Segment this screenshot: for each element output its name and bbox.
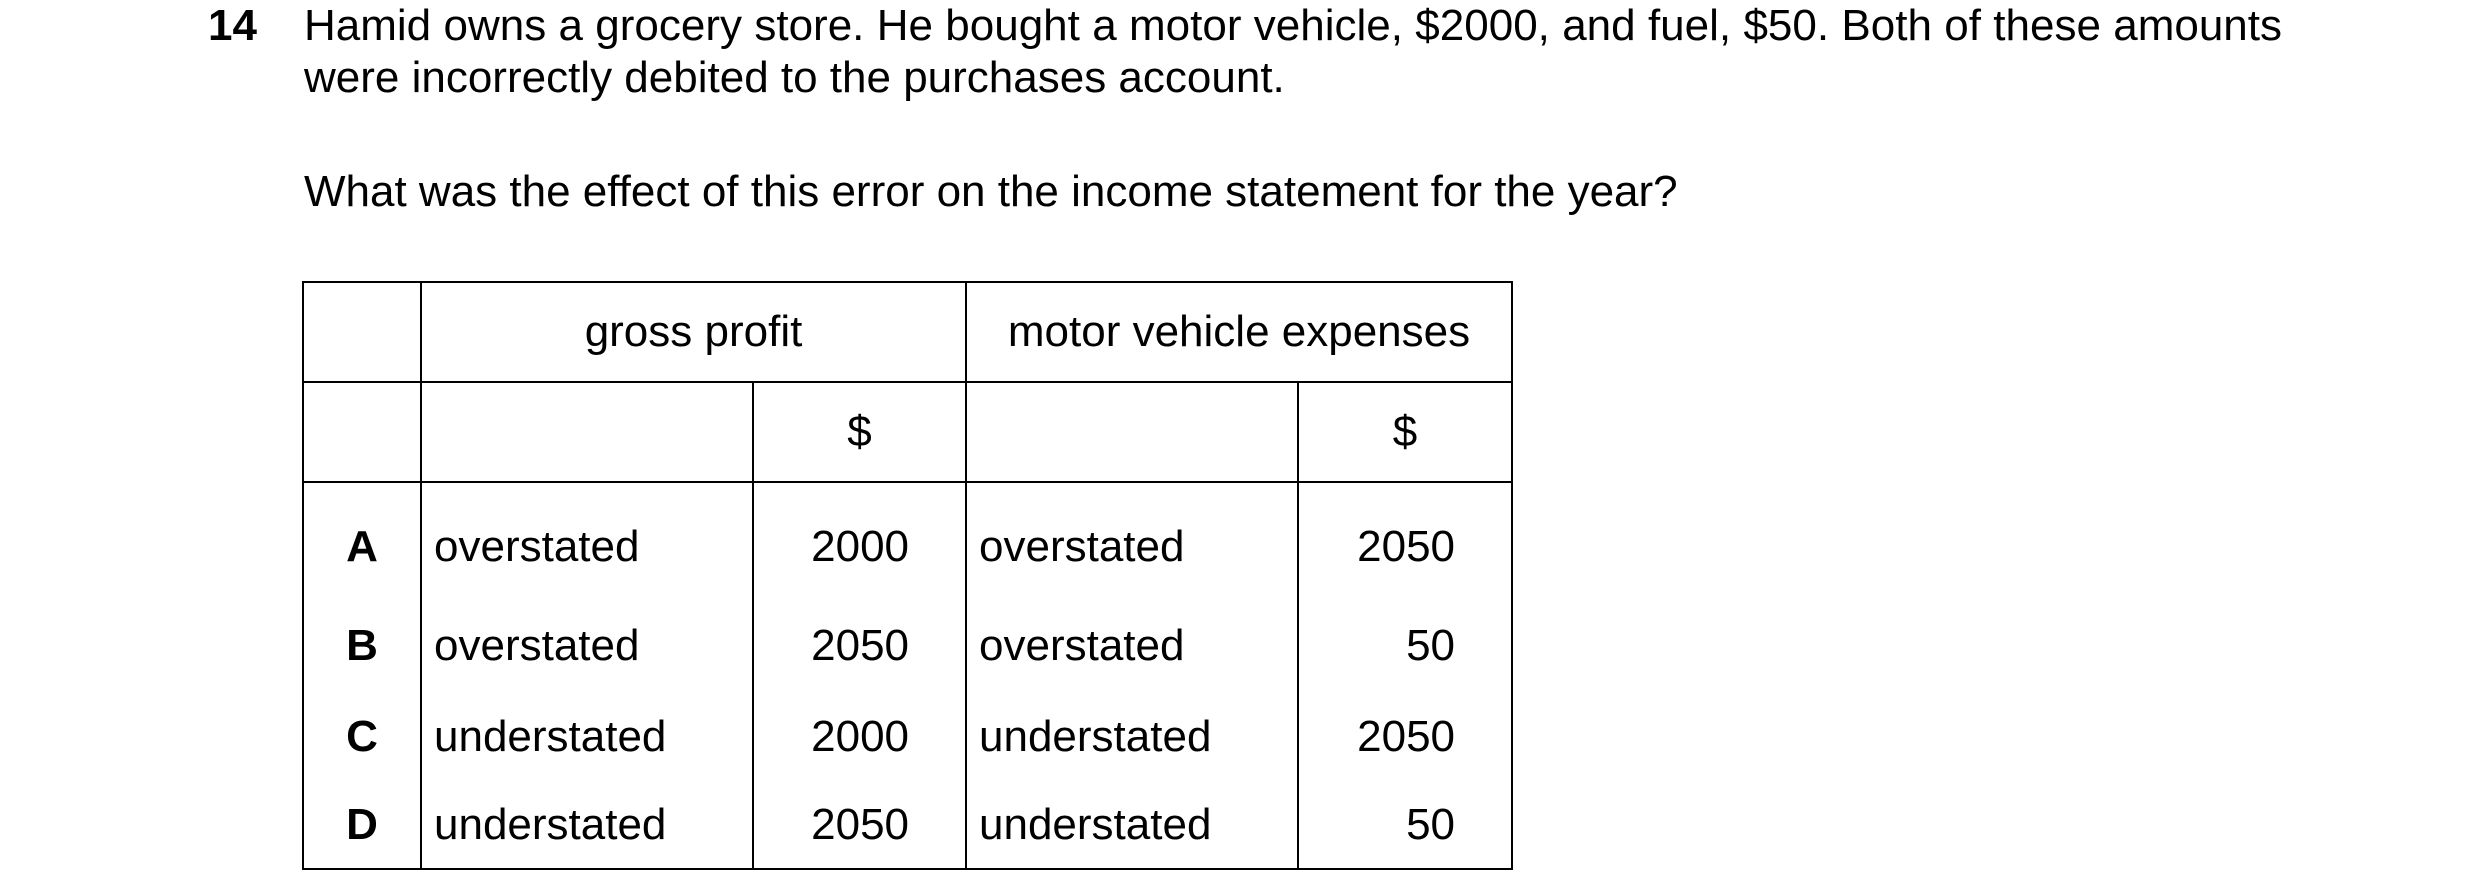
gross-profit-effect: overstated	[421, 600, 753, 691]
currency-gross-profit: $	[753, 382, 966, 482]
gross-profit-amount: 2050	[753, 782, 966, 869]
motor-vehicle-amount: 2050	[1298, 691, 1512, 782]
currency-blank-cell	[303, 382, 421, 482]
header-motor-vehicle-expenses: motor vehicle expenses	[966, 282, 1512, 382]
motor-vehicle-amount: 50	[1298, 600, 1512, 691]
motor-vehicle-effect: overstated	[966, 482, 1298, 600]
motor-vehicle-effect: understated	[966, 691, 1298, 782]
option-row-c	[303, 691, 1512, 782]
option-letter: D	[303, 782, 421, 869]
motor-vehicle-amount: 50	[1298, 782, 1512, 869]
question-number: 14	[208, 1, 257, 50]
currency-blank-cell	[966, 382, 1298, 482]
option-row-b	[303, 600, 1512, 691]
header-row	[303, 282, 1512, 382]
option-row-d	[303, 782, 1512, 869]
gross-profit-effect: overstated	[421, 482, 753, 600]
currency-motor-vehicle: $	[1298, 382, 1512, 482]
option-letter: A	[303, 482, 421, 600]
header-blank-cell	[303, 282, 421, 382]
option-row-a	[303, 482, 1512, 600]
gross-profit-amount: 2000	[753, 691, 966, 782]
header-gross-profit: gross profit	[421, 282, 966, 382]
gross-profit-effect: understated	[421, 782, 753, 869]
answer-options-table	[302, 281, 1513, 870]
motor-vehicle-effect: understated	[966, 782, 1298, 869]
question-stem: Hamid owns a grocery store. He bought a motor vehicle, $2000, and fuel, $50. Both of these amounts were incorrectly debited to the purchases account.	[304, 1, 2282, 102]
gross-profit-amount: 2000	[753, 482, 966, 600]
option-letter: C	[303, 691, 421, 782]
gross-profit-amount: 2050	[753, 600, 966, 691]
question-prompt: What was the effect of this error on the income statement for the year?	[304, 167, 1678, 216]
motor-vehicle-effect: overstated	[966, 600, 1298, 691]
currency-row	[303, 382, 1512, 482]
currency-blank-cell	[421, 382, 753, 482]
motor-vehicle-amount: 2050	[1298, 482, 1512, 600]
gross-profit-effect: understated	[421, 691, 753, 782]
option-letter: B	[303, 600, 421, 691]
